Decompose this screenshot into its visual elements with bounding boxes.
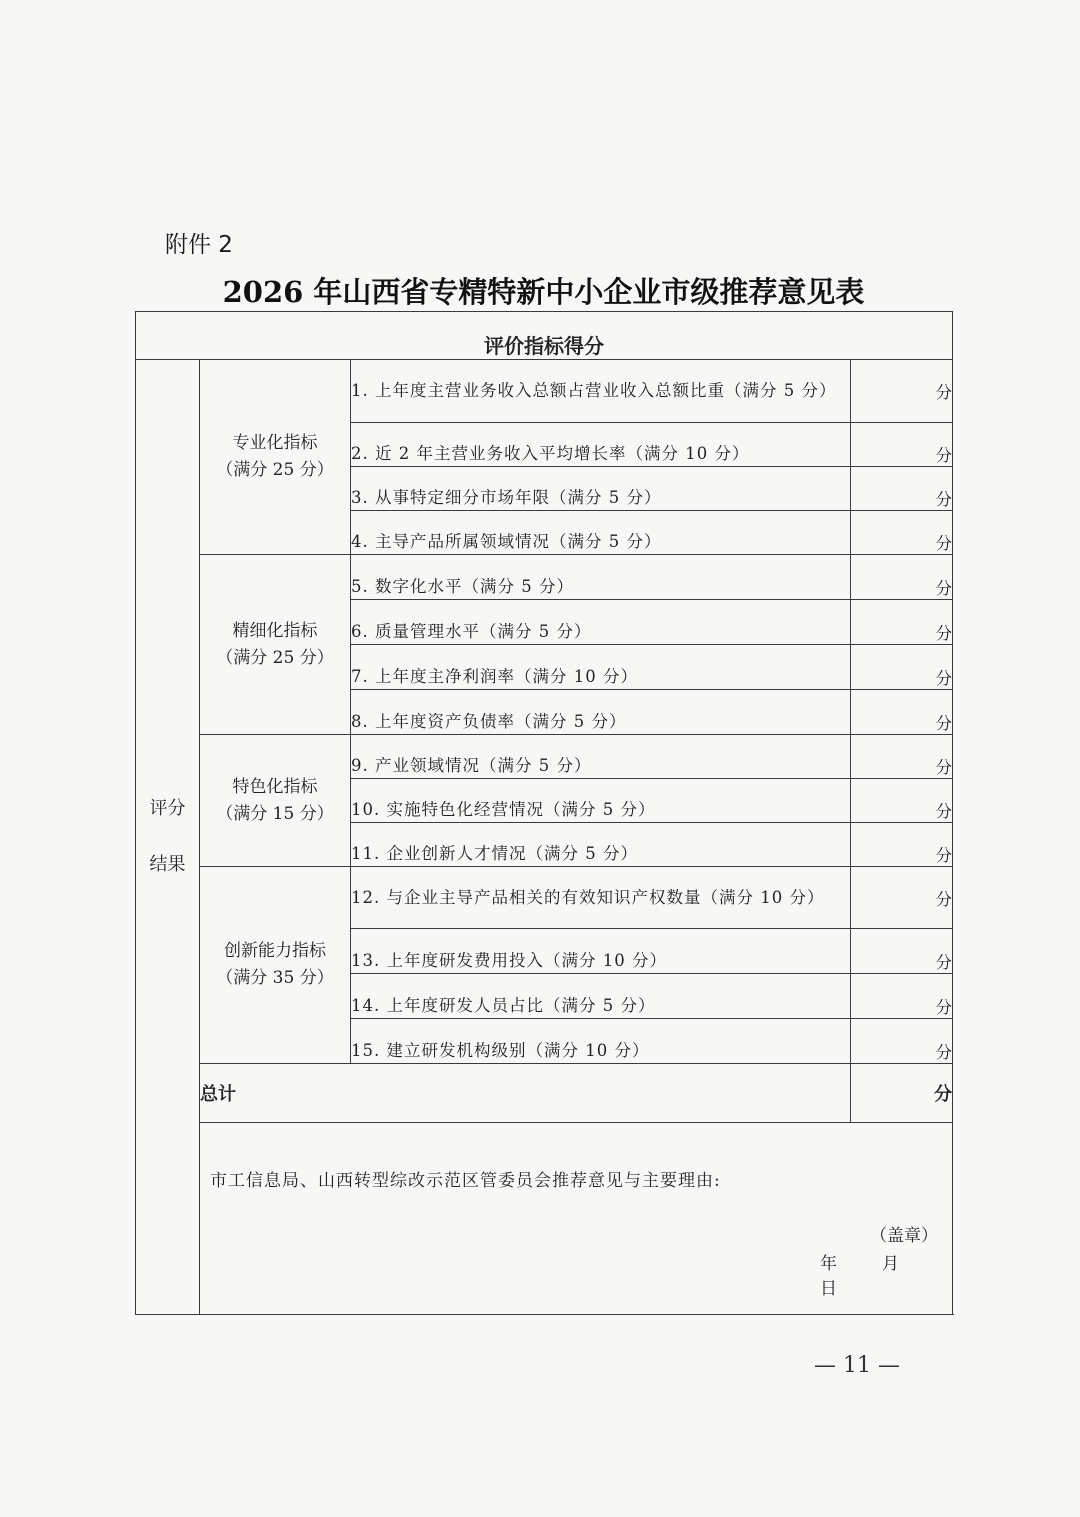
- opinion-prompt: 市工信息局、山西转型综改示范区管委员会推荐意见与主要理由:: [210, 1171, 721, 1191]
- table-row: 8. 上年度资产负债率（满分 5 分）: [351, 690, 851, 735]
- score-cell[interactable]: 分: [851, 974, 953, 1019]
- category-specialization: 专业化指标 （满分 25 分）: [200, 360, 351, 555]
- table-row: 14. 上年度研发人员占比（满分 5 分）: [351, 974, 851, 1019]
- score-cell[interactable]: 分: [851, 645, 953, 690]
- date-line: [820, 1249, 952, 1299]
- table-row: 6. 质量管理水平（满分 5 分）: [351, 600, 851, 645]
- category-characteristic: 特色化指标 （满分 15 分）: [200, 735, 351, 867]
- table-row: 10. 实施特色化经营情况（满分 5 分）: [351, 779, 851, 823]
- score-cell[interactable]: 分: [851, 423, 953, 467]
- seal-label: （盖章）: [870, 1226, 938, 1246]
- score-result-label: 评分 结果: [136, 360, 200, 1315]
- table-row: 12. 与企业主导产品相关的有效知识产权数量（满分 10 分）: [351, 867, 851, 929]
- table-row: 13. 上年度研发费用投入（满分 10 分）: [351, 929, 851, 974]
- table-row: 3. 从事特定细分市场年限（满分 5 分）: [351, 467, 851, 511]
- total-label: 总计: [200, 1064, 851, 1123]
- score-cell[interactable]: 分: [851, 1019, 953, 1064]
- table-row: 4. 主导产品所属领域情况（满分 5 分）: [351, 511, 851, 555]
- year-label: 年: [820, 1254, 837, 1274]
- month-label: 月: [882, 1254, 899, 1274]
- score-cell[interactable]: 分: [851, 823, 953, 867]
- form-title: 2026 年山西省专精特新中小企业市级推荐意见表: [222, 275, 865, 309]
- recommendation-opinion-box[interactable]: [200, 1123, 953, 1315]
- score-cell[interactable]: 分: [851, 360, 953, 423]
- total-score-cell[interactable]: 分: [851, 1064, 953, 1123]
- attachment-label: 附件 2: [165, 232, 233, 258]
- score-cell[interactable]: 分: [851, 511, 953, 555]
- day-label: 日: [820, 1279, 837, 1299]
- score-cell[interactable]: 分: [851, 690, 953, 735]
- table-row: 11. 企业创新人才情况（满分 5 分）: [351, 823, 851, 867]
- table-row: 5. 数字化水平（满分 5 分）: [351, 555, 851, 600]
- table-row: 1. 上年度主营业务收入总额占营业收入总额比重（满分 5 分）: [351, 360, 851, 423]
- category-refinement: 精细化指标 （满分 25 分）: [200, 555, 351, 735]
- table-row: 15. 建立研发机构级别（满分 10 分）: [351, 1019, 851, 1064]
- table-row: 2. 近 2 年主营业务收入平均增长率（满分 10 分）: [351, 423, 851, 467]
- page-number: — 11 —: [814, 1353, 900, 1378]
- score-cell[interactable]: 分: [851, 555, 953, 600]
- table-header: 评价指标得分: [136, 312, 953, 360]
- score-cell[interactable]: 分: [851, 779, 953, 823]
- table-row: 9. 产业领域情况（满分 5 分）: [351, 735, 851, 779]
- category-innovation: 创新能力指标 （满分 35 分）: [200, 867, 351, 1064]
- score-cell[interactable]: 分: [851, 600, 953, 645]
- score-cell[interactable]: 分: [851, 735, 953, 779]
- score-cell[interactable]: 分: [851, 929, 953, 974]
- score-cell[interactable]: 分: [851, 467, 953, 511]
- score-cell[interactable]: 分: [851, 867, 953, 929]
- table-row: 7. 上年度主净利润率（满分 10 分）: [351, 645, 851, 690]
- recommendation-table: [135, 311, 953, 1315]
